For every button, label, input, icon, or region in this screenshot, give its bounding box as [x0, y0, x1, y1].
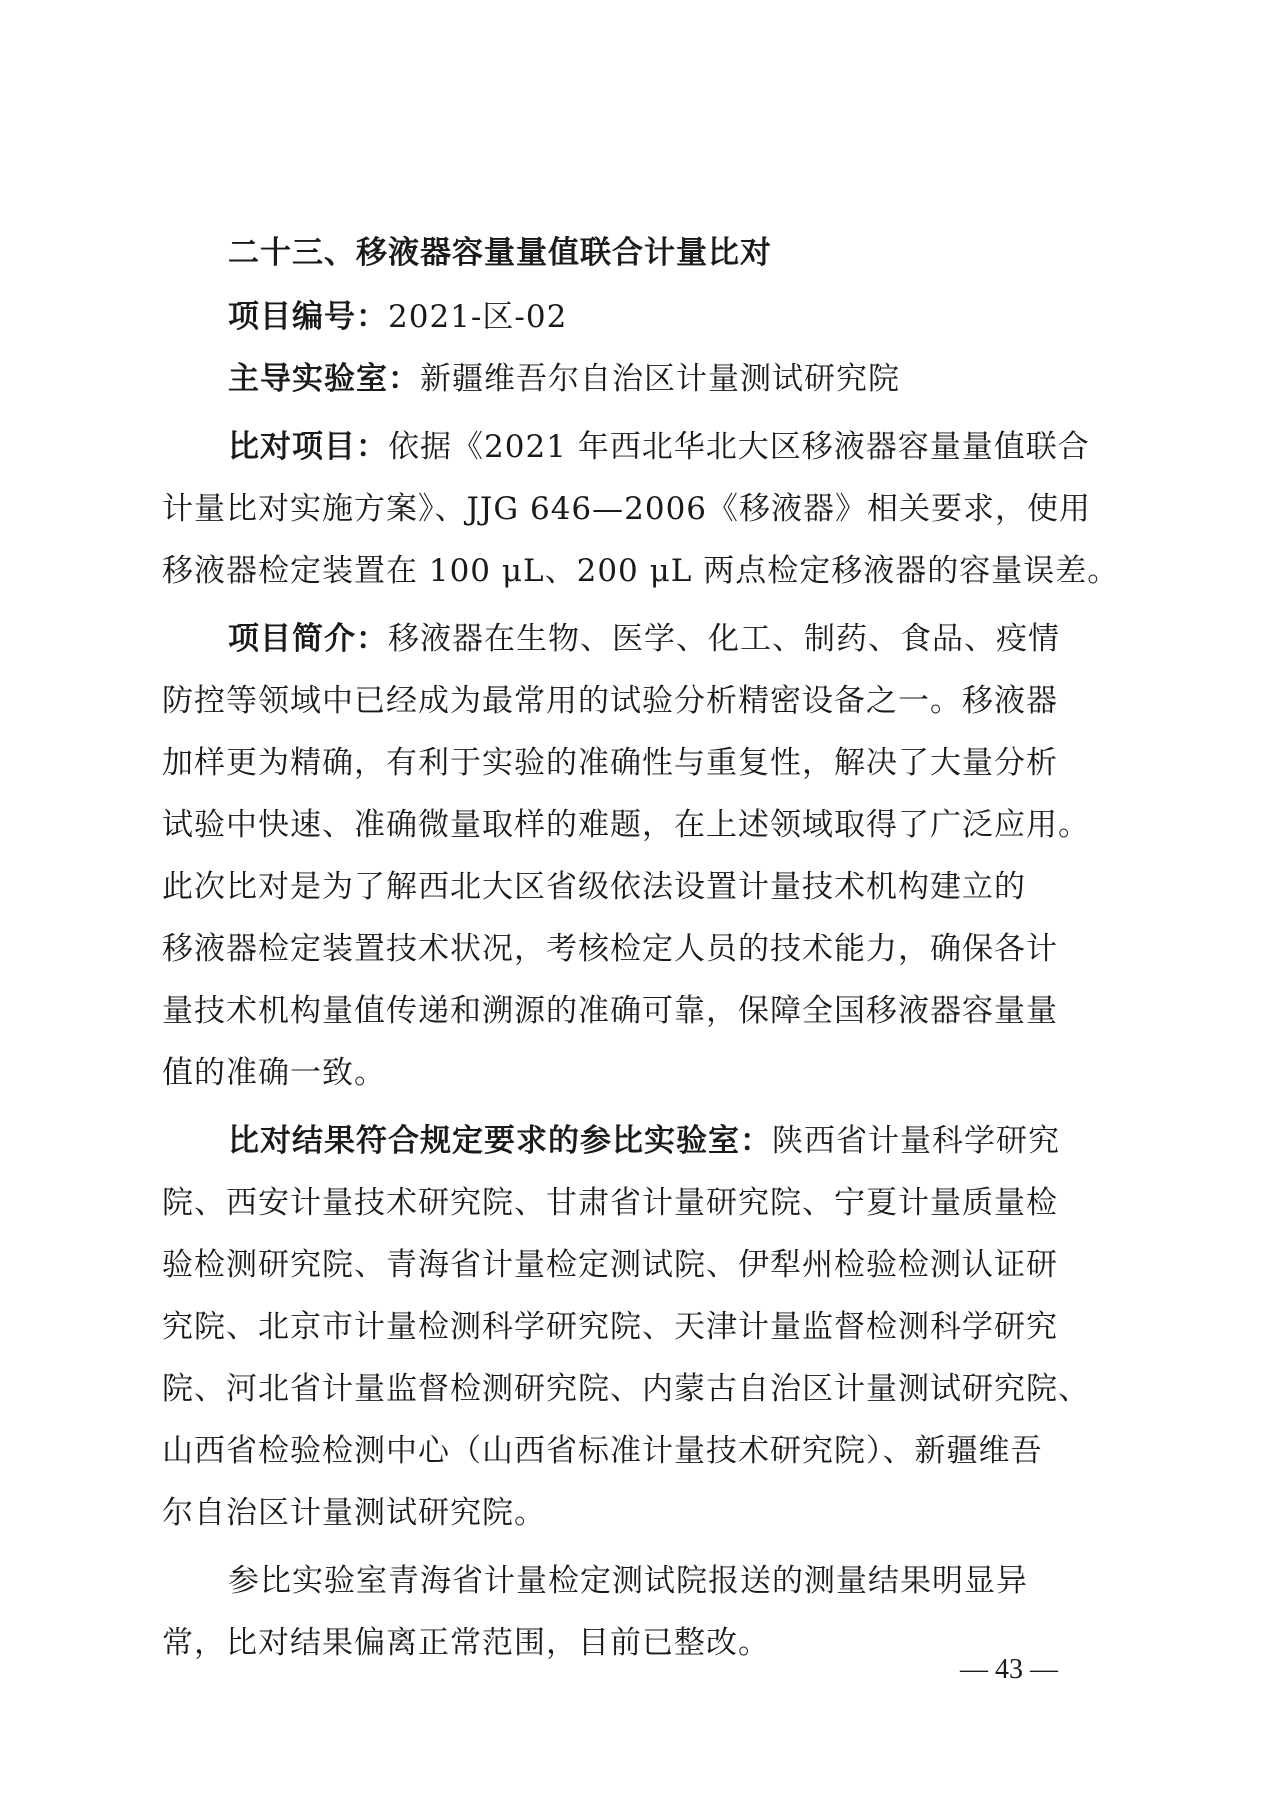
paragraph-line	[162, 608, 1120, 670]
paragraph-line: 移液器检定装置技术状况，考核检定人员的技术能力，确保各计	[162, 931, 1058, 967]
qualified-labs-paragraph	[162, 1110, 1120, 1544]
paragraph-line: 加样更为精确，有利于实验的准确性与重复性，解决了大量分析	[162, 745, 1058, 781]
lead-lab-label: 主导实验室：	[228, 361, 420, 397]
paragraph-line: 究院、北京市计量检测科学研究院、天津计量监督检测科学研究	[162, 1309, 1058, 1345]
paragraph-line	[162, 1110, 1120, 1172]
paragraph-line: 常，比对结果偏离正常范围，目前已整改。	[162, 1625, 770, 1661]
comparison-item-paragraph	[162, 416, 1120, 602]
paragraph-line	[162, 416, 1120, 478]
intro-label: 项目简介：	[228, 621, 388, 657]
paragraph-line: 尔自治区计量测试研究院。	[162, 1495, 546, 1531]
comparison-item-label: 比对项目：	[228, 429, 388, 465]
paragraph-line: 院、河北省计量监督检测研究院、内蒙古自治区计量测试研究院、	[162, 1371, 1090, 1407]
intro-text: 移液器在生物、医学、化工、制药、食品、疫情	[388, 621, 1060, 657]
document-body	[162, 222, 1120, 1674]
paragraph-line: 移液器检定装置在 100 μL、200 μL 两点检定移液器的容量误差。	[162, 553, 1120, 589]
paragraph-line: 此次比对是为了解西北大区省级依法设置计量技术机构建立的	[162, 869, 1026, 905]
paragraph-line: 验检测研究院、青海省计量检定测试院、伊犁州检验检测认证研	[162, 1247, 1058, 1283]
paragraph-line: 计量比对实施方案》、JJG 646—2006《移液器》相关要求，使用	[162, 491, 1092, 527]
intro-paragraph	[162, 608, 1120, 1104]
project-number	[162, 286, 1120, 348]
project-number-label: 项目编号：	[228, 299, 388, 335]
project-number-value: 2021-区-02	[388, 299, 568, 335]
paragraph-line: 参比实验室青海省计量检定测试院报送的测量结果明显异	[228, 1563, 1028, 1599]
lead-lab-value: 新疆维吾尔自治区计量测试研究院	[420, 361, 900, 397]
page-number: — 43 —	[960, 1654, 1058, 1685]
paragraph-line: 量技术机构量值传递和溯源的准确可靠，保障全国移液器容量量	[162, 993, 1058, 1029]
qualified-labs-text: 陕西省计量科学研究	[772, 1123, 1060, 1159]
lead-lab	[162, 348, 1120, 410]
paragraph-line: 值的准确一致。	[162, 1055, 386, 1091]
qualified-labs-label: 比对结果符合规定要求的参比实验室：	[228, 1123, 772, 1159]
section-title: 二十三、移液器容量量值联合计量比对	[228, 235, 772, 271]
comparison-item-text: 依据《2021 年西北华北大区移液器容量量值联合	[388, 429, 1090, 465]
paragraph-line: 院、西安计量技术研究院、甘肃省计量研究院、宁夏计量质量检	[162, 1185, 1058, 1221]
paragraph-line: 试验中快速、准确微量取样的难题，在上述领域取得了广泛应用。	[162, 807, 1090, 843]
paragraph-line: 山西省检验检测中心（山西省标准计量技术研究院）、新疆维吾	[162, 1433, 1043, 1469]
paragraph-line: 防控等领域中已经成为最常用的试验分析精密设备之一。移液器	[162, 683, 1058, 719]
